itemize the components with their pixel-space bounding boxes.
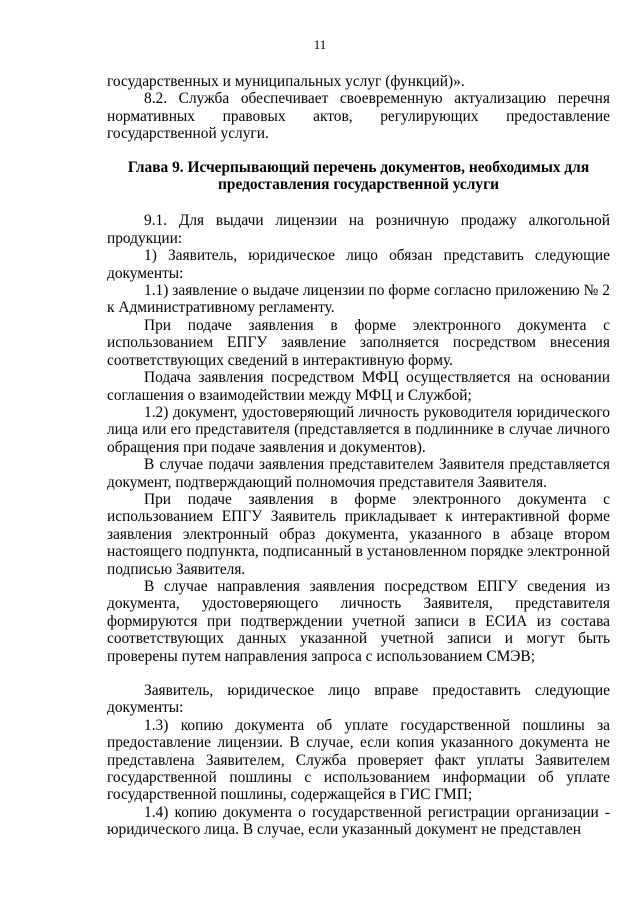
paragraph: государственных и муниципальных услуг (функций)». — [107, 73, 465, 90]
document-body — [107, 73, 610, 839]
paragraph: Заявитель, юридическое лицо вправе предоставить следующие документы: — [107, 682, 610, 717]
paragraph: 1) Заявитель, юридическое лицо обязан представить следующие документы: — [107, 247, 610, 282]
paragraph: При подаче заявления в форме электронного документа с использованием ЕПГУ Заявитель прикладывает к интерактивной форме заявления электронный образ документа, указанного в абзаце втором настоящего подпункта, подписанный в установленном порядке электронной подписью Заявителя. — [107, 490, 610, 578]
paragraph: Подача заявления посредством МФЦ осуществляется на основании соглашения о взаимодействии между МФЦ и Службой; — [107, 369, 610, 404]
paragraph: 1.4) копию документа о государственной регистрации организации - юридического лица. В случае, если указанный документ не представлен — [107, 803, 610, 839]
paragraph: В случае подачи заявления представителем Заявителя представляется документ, подтверждающий полномочия представителя Заявителя. — [107, 456, 610, 491]
paragraph: В случае направления заявления посредством ЕПГУ сведения из документа, удостоверяющего личность Заявителя, представителя формируются при подтверждении учетной записи в ЕСИА из состава соответствующих данных указанной учетной записи и могут быть проверены путем направления запроса с использованием СМЭВ; — [107, 577, 610, 665]
paragraph: 1.1) заявление о выдаче лицензии по форме согласно приложению № 2 к Административному регламенту. — [107, 282, 610, 317]
paragraph: 1.3) копию документа об уплате государственной пошлины за предоставление лицензии. В случае, если копия указанного документа не представлена Заявителем, Служба проверяет факт уплаты Заявителем государственной пошлины с использованием информации об уплате государственной пошлины, содержащейся в ГИС ГМП; — [107, 716, 610, 804]
paragraph: 1.2) документ, удостоверяющий личность руководителя юридического лица или его представителя (представляется в подлиннике в случае личного обращения при подаче заявления и документов). — [107, 403, 610, 456]
chapter-title: Глава 9. Исчерпывающий перечень документов, необходимых для предоставления государственной услуги — [127, 158, 590, 194]
paragraph: При подаче заявления в форме электронного документа с использованием ЕПГУ заявление заполняется посредством внесения соответствующих сведений в интерактивную форму. — [107, 316, 610, 369]
paragraph: 9.1. Для выдачи лицензии на розничную продажу алкогольной продукции: — [107, 212, 610, 247]
paragraph: 8.2. Служба обеспечивает своевременную актуализацию перечня нормативных правовых актов, регулирующих предоставление государственной услуги. — [107, 90, 610, 143]
page-number: 11 — [313, 37, 327, 52]
